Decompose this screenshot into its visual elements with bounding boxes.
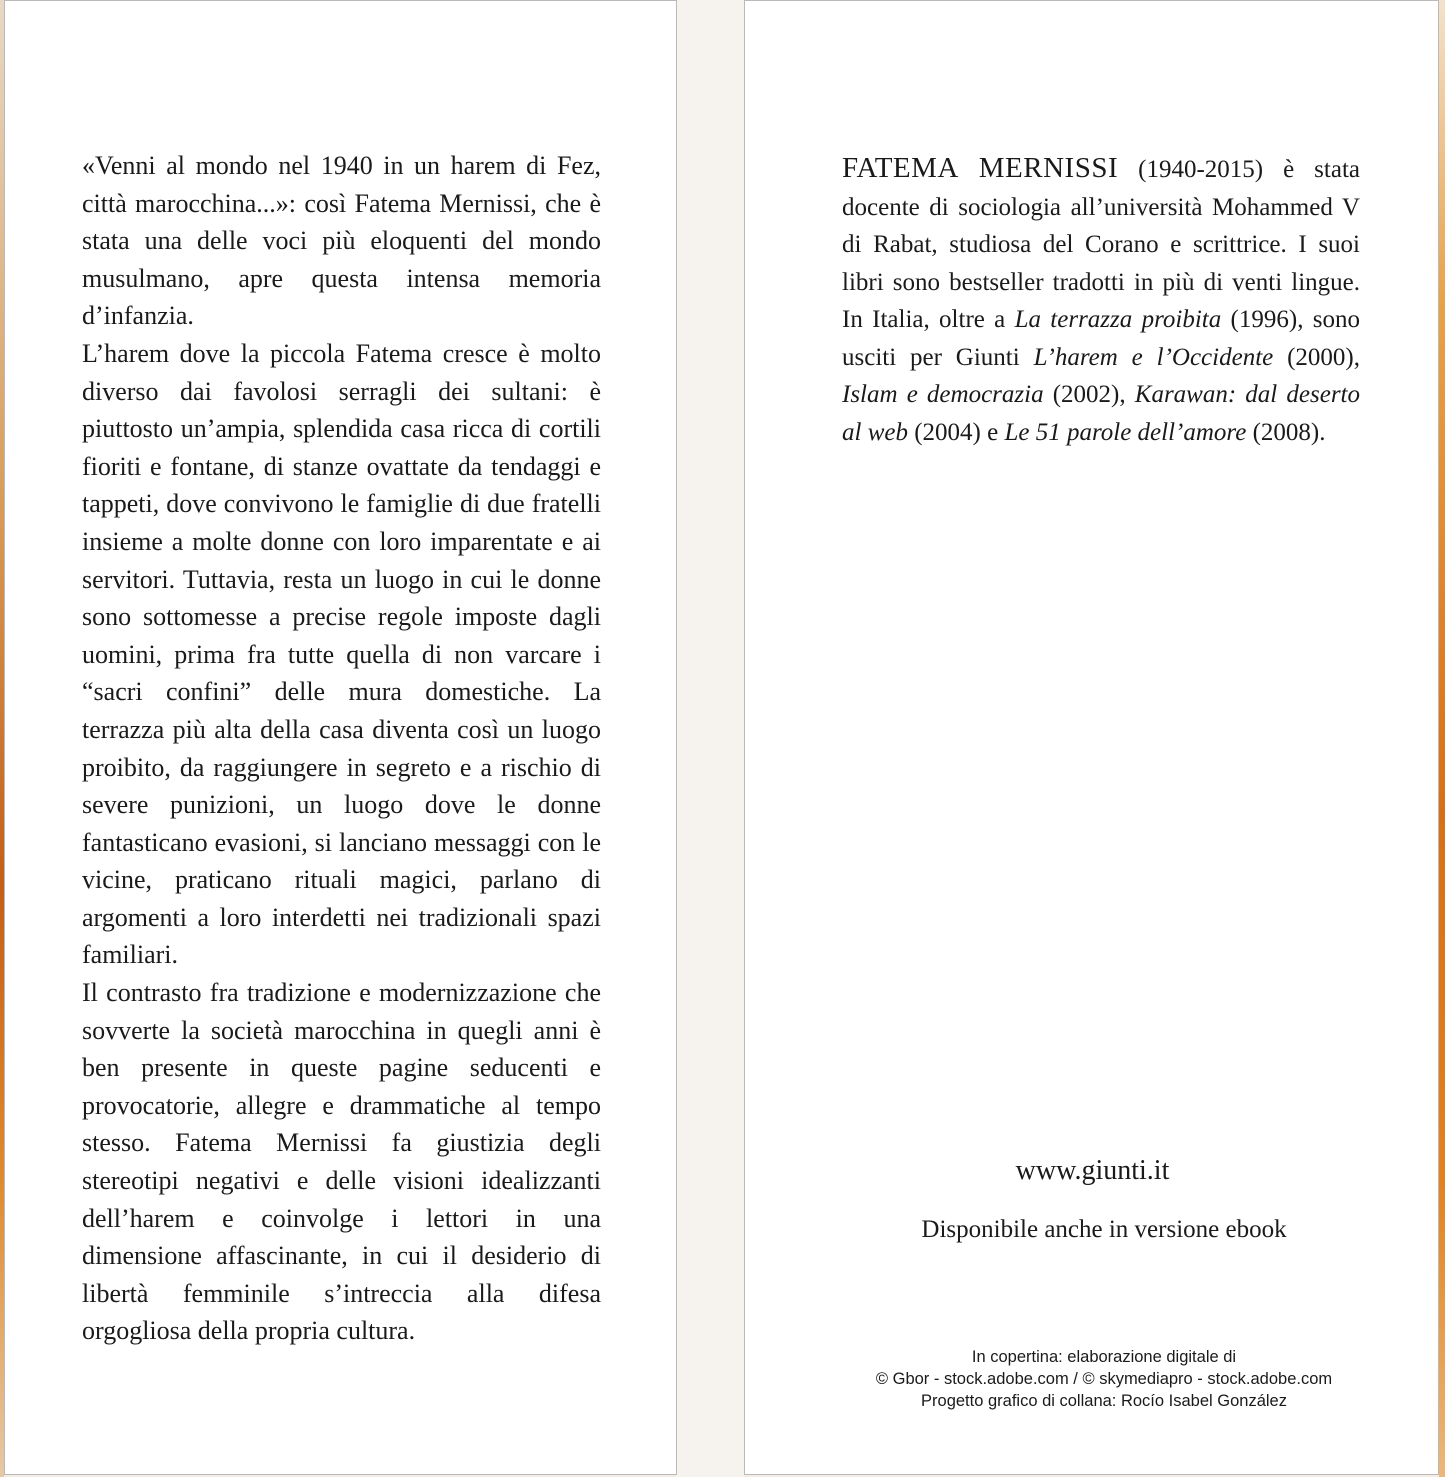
credit-line: Progetto grafico di collana: Rocío Isabel González — [921, 1392, 1287, 1410]
blurb-paragraph: Il contrasto fra tradizione e modernizzazione che sovverte la società marocchina in quegli anni è ben presente in queste pagine seducenti e provocatorie, allegre e drammatiche al tempo stesso. Fatema Mernissi fa giustizia degli stereotipi negativi e delle visioni idealizzanti dell’harem e coinvolge i lettori in una dimensione affascinante, in cui il desiderio di libertà femminile s’intreccia alla difesa orgogliosa della propria cultura. — [82, 978, 601, 1346]
bio-text: (1996), sono usciti per Giunti — [842, 306, 1360, 371]
ebook-note: Disponibile anche in versione ebook — [921, 1216, 1287, 1243]
bio-text: (2004) e — [907, 418, 1005, 446]
bio-text: (2000), — [1273, 343, 1360, 371]
credit-line: In copertina: elaborazione digitale di — [971, 1348, 1237, 1366]
author-bio — [842, 150, 1360, 451]
book-title: L’harem e l’Occidente — [1033, 343, 1274, 371]
book-title: La terrazza proibita — [1014, 306, 1222, 333]
credit-line: © Gbor - stock.adobe.com / © skymediapro - stock.adobe.com — [875, 1370, 1333, 1388]
page-gutter — [676, 0, 744, 1477]
blurb-paragraph: «Venni al mondo nel 1940 in un harem di Fez, città marocchina...»: così Fatema Mernissi, che è stata una delle voci più eloquenti del mondo musulmano, apre questa intensa memoria d’infanzia. — [82, 151, 601, 331]
book-title: Le 51 parole dell’amore — [1004, 418, 1247, 446]
bio-text: (1940-2015) è stata docente di sociologia all’università Mohammed V di Rabat, studiosa del Corano e scrittrice. I suoi libri sono bestseller tradotti in più di venti lingue. In Italia, oltre a — [842, 156, 1360, 333]
author-flap-panel — [744, 0, 1439, 1475]
publisher-website: www.giunti.it — [1015, 1155, 1170, 1186]
book-title: Islam e democrazia — [842, 381, 1044, 408]
bio-text: (2002), — [1043, 381, 1135, 408]
cover-credits — [745, 1346, 1445, 1412]
book-blurb — [82, 147, 601, 1350]
book-title: Karawan: dal deserto al web — [842, 381, 1360, 446]
author-name: FATEMA MERNISSI — [842, 152, 1119, 184]
back-flap-panel — [4, 0, 677, 1475]
cover-edge-right — [1439, 0, 1445, 1477]
bio-text: (2008). — [1246, 418, 1326, 446]
blurb-paragraph: L’harem dove la piccola Fatema cresce è molto diverso dai favolosi serragli dei sultani: è piuttosto un’ampia, splendida casa ricca di cortili fioriti e fontane, di stanze ovattate da tendaggi e tappeti, dove convivono le famiglie di due fratelli insieme a molte donne con loro imparentate e ai servitori. Tuttavia, resta un luogo in cui le donne sono sottomesse a precise regole imposte dagli uomini, prima fra tutte quella di non varcare i “sacri confini” delle mura domestiche. La terrazza più alta della casa diventa così un luogo proibito, da raggiungere in segreto e a rischio di severe punizioni, un luogo dove le donne fantasticano evasioni, si lanciano messaggi con le vicine, praticano rituali magici, parlano di argomenti a loro interdetti nei tradizionali spazi familiari. — [82, 338, 601, 970]
